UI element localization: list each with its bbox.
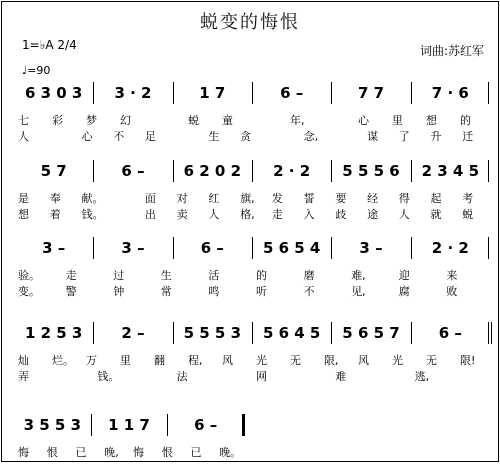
key-signature [22,38,77,52]
lyric-char: 常 [160,285,172,298]
lyric-char: 想 [18,208,29,221]
measure: 3 · 2 [114,84,152,102]
measure: 7 · 6 [431,84,469,102]
lyric-char: 蜕 [188,114,199,127]
measure: 5 6 5 7 [342,324,400,342]
bar-line [173,82,174,104]
lyric-char: 升 [430,130,442,143]
bar-line [411,82,412,104]
time-signature-text: 2/4 [57,38,77,52]
lyric-char: 生 [160,269,172,282]
lyric-char: 限! [460,354,476,367]
lyric-char: 鸣 [208,285,220,298]
lyric-char: 限, [324,354,339,367]
lyric-char: 途 [367,208,379,221]
lyric-char: 程, [188,354,203,367]
lyric-char: 难 [335,370,347,383]
measure: 2 3 4 5 [421,162,480,180]
lyric-char: 着 [49,208,61,221]
measure: 3 5 5 3 [23,416,82,434]
notation-row [14,82,490,104]
lyric-char: 七 [18,114,29,127]
bar-line [252,237,253,259]
lyric-char: 人 [18,130,29,143]
measure: 6 – [121,162,145,180]
bar-line [93,237,94,259]
lyric-char: 晚。 [219,446,242,459]
lyric-char: 不 [303,285,315,298]
lyric-line [14,190,490,204]
lyric-line [14,444,490,458]
lyric-char: 钟 [113,285,125,298]
lyric-char: 风 [358,354,369,367]
measure: 6 – [438,324,462,342]
lyric-char: 钱。 [81,208,104,221]
measure: 6 3 0 3 [24,84,83,102]
lyric-char: 已 [75,446,87,459]
lyric-char: 想 [426,114,437,127]
lyric-char: 幻 [120,114,131,127]
measure: 3 – [359,239,383,257]
lyric-char: 悔 [133,446,144,459]
lyric-line [14,368,490,382]
lyric-char: 童 [222,114,233,127]
bar-line [252,82,253,104]
lyric-char: 得 [398,192,410,205]
bar-line [93,322,94,344]
lyric-char: 来 [446,269,458,282]
lyric-char: 谋 [367,130,379,143]
measure: 5 5 5 3 [183,324,242,342]
lyric-char: 年, [290,114,305,127]
lyric-char: 要 [335,192,347,205]
lyric-char: 光 [392,354,403,367]
end-bar-line [488,82,489,104]
bar-line [411,237,412,259]
lyric-char: 就 [430,208,442,221]
lyric-char: 败 [446,285,458,298]
bar-line [411,322,412,344]
lyric-line [14,352,490,366]
bar-line [173,237,174,259]
end-bar-line [242,414,245,436]
bar-line [331,160,332,182]
lyric-char: 无 [290,354,301,367]
lyric-char: 已 [190,446,202,459]
lyric-char: 难, [351,269,366,282]
measure: 3 – [121,239,145,257]
notation-row [14,414,490,436]
lyric-char: 红 [208,192,220,205]
tempo-marking: ♩=90 [22,64,51,77]
lyric-char: 念, [303,130,319,143]
measure: 1 2 5 3 [24,324,83,342]
lyric-char: 格, [240,208,255,221]
measure: 5 6 5 4 [262,239,321,257]
lyric-char: 歧 [335,208,347,221]
lyric-char: 彩 [52,114,63,127]
lyric-char: 迎 [398,269,410,282]
lyric-char: 蜕 [462,208,474,221]
lyric-char: 出 [144,208,156,221]
measure: 2 · 2 [273,162,311,180]
lyric-char: 警 [65,285,77,298]
lyric-char: 是 [18,192,29,205]
bar-line [331,82,332,104]
lyric-char: 走 [65,269,77,282]
notation-row [14,160,490,182]
measure: 1 1 7 [108,416,150,434]
measure: 5 7 [40,162,67,180]
lyric-char: 的 [256,269,267,282]
lyric-char: 晚, [104,446,119,459]
measure: 5 6 4 5 [262,324,321,342]
lyric-char: 了 [398,130,410,143]
lyric-char: 万 [86,354,97,367]
bar-line [173,322,174,344]
lyric-char: 无 [426,354,437,367]
lyric-char: 烂。 [52,354,74,367]
bar-line [411,160,412,182]
lyric-char: 迁 [462,130,474,143]
lyric-char: 起 [430,192,442,205]
lyric-line [14,128,490,142]
lyric-char: 翻 [154,354,165,367]
lyric-char: 钱。 [97,370,120,383]
lyric-char: 经 [367,192,379,205]
lyric-char: 献。 [81,192,104,205]
measure: 6 2 0 2 [183,162,242,180]
lyric-char: 生 [208,130,220,143]
measure: 2 – [121,324,145,342]
lyric-char: 发 [271,192,283,205]
lyric-char: 光 [256,354,267,367]
lyric-char: 入 [303,208,315,221]
lyric-char: 不 [113,130,125,143]
lyric-char: 逃, [414,370,430,383]
lyric-char: 足 [144,130,156,143]
bar-line [167,414,168,436]
lyric-char: 考 [462,192,474,205]
lyric-char: 里 [120,354,131,367]
lyric-char: 过 [113,269,125,282]
lyric-char: 心 [358,114,369,127]
lyric-char: 灿 [18,354,29,367]
measure: 7 7 [357,84,385,102]
song-title: 蜕变的悔恨 [200,12,300,33]
lyric-char: 旗, [240,192,255,205]
bar-line [331,322,332,344]
lyric-char: 网 [256,370,267,383]
lyric-char: 梦 [86,114,97,127]
measure: 6 – [200,239,224,257]
lyric-line [14,283,490,297]
measure: 5 5 5 6 [342,162,400,180]
lyric-char: 人 [398,208,410,221]
notation-row [14,237,490,259]
measure: 1 7 [199,84,226,102]
key-text: 1=♭A [22,38,54,52]
lyric-char: 人 [208,208,220,221]
lyric-char: 面 [144,192,156,205]
lyric-char: 誓 [303,192,315,205]
lyric-char: 里 [392,114,403,127]
lyric-char: 听 [256,285,267,298]
measure: 3 – [42,239,66,257]
end-bar-line [488,160,489,182]
lyric-char: 心 [81,130,93,143]
lyric-line [14,112,490,126]
lyric-char: 的 [460,114,471,127]
lyric-char: 弄 [18,370,29,383]
lyric-line [14,206,490,220]
lyric-char: 法 [176,370,188,383]
sheet-music-page [1,1,499,462]
lyric-char: 奉 [49,192,61,205]
bar-line [331,237,332,259]
lyric-char: 见, [351,285,366,298]
lyric-char: 风 [222,354,233,367]
lyric-line [14,267,490,281]
lyric-char: 活 [208,269,220,282]
lyric-char: 走 [271,208,283,221]
lyric-char: 变。 [18,285,40,298]
bar-line [252,322,253,344]
bar-line [93,82,94,104]
lyric-char: 对 [176,192,188,205]
lyric-char: 腐 [398,285,410,298]
lyric-char: 卖 [176,208,188,221]
lyric-char: 验。 [18,269,40,282]
lyric-char: 恨 [46,446,58,459]
lyric-char: 磨 [303,269,315,282]
bar-line [91,414,92,436]
notation-row [14,322,490,344]
bar-line [252,160,253,182]
bar-line [173,160,174,182]
measure: 2 · 2 [431,239,469,257]
end-bar-line [488,322,489,344]
measure: 6 – [280,84,304,102]
lyric-char: 贪 [240,130,252,143]
lyric-char: 恨 [161,446,173,459]
credits: 词曲:苏红军 [419,44,484,58]
end-bar-line [488,237,489,259]
bar-line [93,160,94,182]
lyric-char: 悔 [18,446,29,459]
measure: 6 – [194,416,218,434]
